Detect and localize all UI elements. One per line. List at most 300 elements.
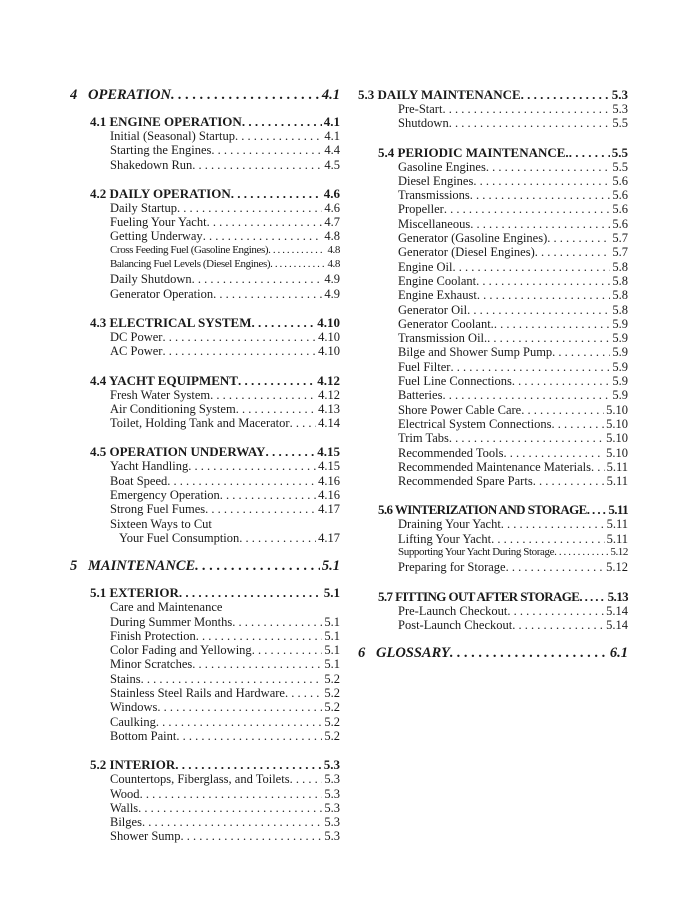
toc-entry-title: Countertops, Fiberglass, and Toilets — [110, 772, 290, 787]
toc-entry-title: Stains — [110, 671, 141, 686]
toc-entry-title: Toilet, Holding Tank and Macerator — [110, 416, 290, 431]
toc-page-number: 6.1 — [609, 645, 628, 662]
toc-page-number: 5.1 — [324, 657, 340, 672]
toc-page-number: 4.4 — [324, 143, 340, 158]
toc-entry-title: Fueling Your Yacht — [110, 215, 207, 230]
toc-entry-title: Daily Startup — [110, 200, 178, 215]
toc-page-number: 4.1 — [324, 129, 340, 143]
toc-entry[interactable] — [70, 215, 340, 229]
toc-page-number: 4.1 — [323, 114, 340, 129]
dot-leader — [477, 288, 611, 302]
toc-entry-title: Shower Sump — [110, 829, 181, 844]
toc-page-number: 5.9 — [612, 345, 628, 360]
toc-entry[interactable] — [358, 188, 628, 202]
toc-entry-title: Cross Feeding Fuel (Gasoline Engines) — [110, 243, 269, 256]
toc-page-number: 4.16 — [318, 488, 340, 503]
dot-leader — [251, 315, 315, 330]
toc-page-number: 4.5 — [324, 157, 340, 172]
toc-entry-title: 5.4 PERIODIC MAINTENANCE. — [378, 144, 569, 160]
dot-leader — [512, 374, 611, 388]
toc-page-number: 5.11 — [606, 459, 628, 474]
toc-entry[interactable] — [358, 174, 628, 188]
dot-leader — [494, 317, 611, 331]
dot-leader — [444, 202, 611, 216]
toc-page-number: 4.9 — [324, 286, 340, 301]
toc-entry[interactable] — [358, 618, 628, 632]
toc-entry-title: Shakedown Run — [110, 157, 193, 172]
toc-entry[interactable] — [358, 417, 628, 431]
toc-page-number: 5.8 — [612, 302, 628, 317]
dot-leader — [179, 585, 322, 600]
toc-entry-title: Starting the Engines — [110, 143, 212, 158]
toc-entry[interactable] — [358, 374, 628, 388]
toc-page-number: 4.9 — [324, 272, 340, 287]
dot-leader — [476, 274, 610, 288]
dot-leader — [507, 604, 604, 618]
toc-entry-title: Recommended Tools — [398, 445, 504, 460]
toc-entry-title: Yacht Handling — [110, 459, 189, 474]
dot-leader — [512, 618, 604, 632]
dot-leader — [449, 116, 611, 130]
dot-leader — [156, 715, 323, 729]
toc-entry[interactable] — [70, 287, 340, 301]
toc-entry-title: During Summer Months — [110, 614, 233, 629]
dot-leader — [547, 231, 610, 245]
toc-entry[interactable] — [70, 388, 340, 402]
dot-leader — [239, 531, 316, 545]
toc-entry[interactable] — [358, 102, 628, 116]
toc-entry-title: Propeller — [398, 202, 444, 217]
toc-left-column — [70, 87, 340, 844]
toc-page-number: 4.8 — [327, 243, 340, 256]
toc-entry[interactable] — [358, 288, 628, 302]
dot-leader — [211, 143, 322, 157]
toc-page-number: 4.8 — [327, 258, 340, 271]
toc-page-number: 5.6 — [612, 202, 628, 217]
dot-leader — [569, 145, 610, 160]
toc-entry-title: Wood — [110, 786, 140, 801]
dot-leader — [167, 474, 316, 488]
toc-entry-title: Lifting Your Yacht — [398, 531, 492, 546]
toc-section-4-2[interactable] — [70, 186, 340, 201]
toc-page-number: 4.12 — [317, 372, 340, 388]
toc-entry-title: 5.7 FITTING OUT AFTER STORAGE — [378, 588, 580, 604]
toc-entry[interactable] — [70, 672, 340, 686]
toc-page-number: 5.14 — [606, 617, 628, 632]
toc-page-number: 5.9 — [612, 374, 628, 389]
toc-entry[interactable] — [358, 446, 628, 460]
toc-entry-title: Bottom Paint — [110, 728, 177, 743]
toc-page-number: 5.1 — [321, 558, 340, 575]
toc-entry[interactable] — [358, 231, 628, 245]
dot-leader — [551, 417, 604, 431]
dot-leader — [450, 360, 610, 374]
toc-page-number: 4.10 — [317, 314, 340, 330]
toc-entry-title: Air Conditioning System — [110, 401, 236, 416]
toc-entry[interactable] — [70, 402, 340, 416]
toc-entry-title: Bilges — [110, 815, 142, 830]
toc-entry-title: Shutdown — [398, 116, 449, 131]
toc-entry[interactable] — [358, 360, 628, 374]
dot-leader — [503, 446, 604, 460]
toc-entry[interactable] — [358, 303, 628, 317]
toc-section-4-4[interactable] — [70, 373, 340, 388]
toc-page-number: 5.10 — [606, 402, 628, 417]
dot-leader — [242, 114, 322, 129]
toc-page-number: 4.1 — [321, 87, 340, 103]
toc-page-number: 5.3 — [324, 786, 340, 801]
toc-entry-title: Caulking — [110, 714, 156, 729]
toc-page-number: 5.1 — [324, 628, 340, 643]
toc-entry-title: Fresh Water System — [110, 387, 211, 402]
toc-entry-title: 4.3 ELECTRICAL SYSTEM — [90, 314, 252, 330]
toc-entry[interactable] — [358, 116, 628, 130]
toc-page-number: 4.10 — [318, 344, 340, 359]
toc-entry[interactable] — [70, 502, 340, 516]
dot-leader — [533, 474, 605, 488]
toc-chapter-5[interactable] — [70, 558, 340, 576]
toc-page-number: 4.8 — [324, 229, 340, 244]
toc-page-number: 4.15 — [318, 459, 340, 474]
toc-entry[interactable] — [358, 388, 628, 402]
toc-entry[interactable] — [358, 560, 628, 574]
dot-leader — [213, 287, 322, 301]
toc-entry[interactable] — [70, 700, 340, 714]
toc-entry-title: 5.1 EXTERIOR — [90, 585, 179, 601]
toc-section-4-3[interactable] — [70, 315, 340, 330]
toc-entry-title: Windows — [110, 700, 158, 715]
toc-entry[interactable] — [70, 158, 340, 172]
toc-entry-title: Strong Fuel Fumes — [110, 502, 206, 517]
toc-entry[interactable] — [358, 403, 628, 417]
dot-leader — [210, 388, 316, 402]
toc-page-number: 5.11 — [606, 531, 628, 546]
toc-entry-title: Recommended Spare Parts — [398, 474, 533, 489]
toc-entry-title: 5.2 INTERIOR — [90, 757, 176, 773]
toc-page-number: 4.15 — [317, 444, 340, 460]
toc-entry[interactable] — [70, 344, 340, 358]
toc-entry[interactable] — [70, 330, 340, 344]
toc-page-number: 5.6 — [612, 173, 628, 188]
dot-leader — [231, 186, 322, 201]
toc-page-number: 4.17 — [318, 502, 340, 517]
toc-page-number: 5.2 — [324, 714, 340, 729]
toc-entry[interactable] — [70, 459, 340, 473]
toc-entry-title: Engine Coolant — [398, 273, 477, 288]
toc-entry-title: Fuel Line Connections — [398, 374, 512, 389]
dot-leader — [176, 729, 322, 743]
dot-leader — [501, 517, 605, 531]
toc-entry-title: Supporting Your Yacht During Storage — [398, 546, 555, 559]
toc-entry[interactable] — [70, 531, 340, 545]
toc-entry-title: Walls — [110, 800, 139, 815]
toc-entry-title: Stainless Steel Rails and Hardware — [110, 686, 285, 701]
toc-entry-title: Generator (Diesel Engines) — [398, 245, 535, 260]
toc-page-number: 5.3 — [324, 829, 340, 844]
toc-entry[interactable] — [70, 488, 340, 502]
toc-entry[interactable] — [358, 274, 628, 288]
toc-entry-title: Boat Speed — [110, 473, 168, 488]
toc-entry[interactable] — [358, 345, 628, 359]
dot-leader — [192, 657, 322, 671]
toc-entry-title: 4.2 DAILY OPERATION — [90, 185, 231, 201]
toc-section-5-2[interactable] — [70, 757, 340, 772]
toc-page-number: 5.6 — [612, 188, 628, 203]
dot-leader — [535, 245, 611, 259]
toc-entry[interactable] — [358, 532, 628, 546]
toc-entry-title: Trim Tabs — [398, 431, 449, 446]
toc-section-5-6[interactable] — [358, 502, 628, 517]
toc-entry[interactable] — [358, 317, 628, 331]
toc-entry[interactable] — [358, 331, 628, 345]
toc-page-number: 5.11 — [606, 474, 628, 489]
toc-entry[interactable] — [358, 604, 628, 618]
dot-leader — [473, 174, 610, 188]
dot-leader — [138, 801, 322, 815]
toc-page-number: 5.9 — [612, 331, 628, 346]
toc-entry[interactable] — [358, 517, 628, 531]
toc-entry-title: Miscellaneous — [398, 216, 471, 231]
toc-entry[interactable] — [358, 245, 628, 259]
toc-page-number: 5.10 — [606, 445, 628, 460]
toc-entry[interactable] — [358, 160, 628, 174]
toc-entry[interactable] — [358, 202, 628, 216]
toc-page-number: 5.3 — [612, 102, 628, 116]
dot-leader — [491, 532, 605, 546]
toc-page-number: 5.9 — [612, 359, 628, 374]
toc-entry-title: Generator Coolant. — [398, 316, 494, 331]
toc-entry-title: 5 MAINTENANCE — [70, 558, 196, 575]
toc-page-number: 5.2 — [324, 686, 340, 701]
toc-page-number: 5.6 — [612, 216, 628, 231]
dot-leader — [587, 502, 607, 517]
toc-entry-title: Sixteen Ways to Cut — [110, 516, 212, 531]
toc-entry[interactable] — [70, 201, 340, 215]
toc-entry[interactable] — [70, 244, 340, 258]
dot-leader — [205, 502, 316, 516]
dot-leader — [140, 787, 323, 801]
toc-page-number: 5.8 — [612, 259, 628, 274]
toc-page-number: 5.8 — [612, 288, 628, 303]
toc-entry[interactable] — [70, 615, 340, 629]
toc-right-column — [358, 87, 628, 672]
toc-entry-title: Generator Operation — [110, 286, 214, 301]
dot-leader — [175, 757, 322, 772]
toc-entry[interactable] — [70, 772, 340, 786]
toc-page-number: 4.17 — [318, 530, 340, 545]
toc-page-number: 5.10 — [606, 431, 628, 446]
toc-entry-title: 4.5 OPERATION UNDERWAY — [90, 444, 266, 460]
dot-leader — [579, 589, 605, 604]
toc-page-number: 5.9 — [612, 388, 628, 403]
dot-leader — [236, 402, 316, 416]
dot-leader — [181, 829, 323, 843]
toc-page-number: 5.3 — [324, 772, 340, 787]
toc-page-number: 4.7 — [324, 215, 340, 230]
toc-page-number: 5.11 — [608, 502, 628, 518]
toc-entry-title: Transmission Oil. — [398, 331, 488, 346]
toc-page-number: 5.1 — [324, 643, 340, 658]
toc-entry[interactable] — [70, 474, 340, 488]
dot-leader — [203, 229, 323, 243]
dot-leader — [487, 331, 610, 345]
toc-page-number: 4.14 — [318, 416, 340, 431]
toc-page-number: 5.5 — [612, 116, 628, 131]
toc-entry[interactable] — [358, 474, 628, 488]
toc-entry[interactable] — [70, 643, 340, 657]
toc-entry-title: Pre-Launch Checkout — [398, 603, 508, 618]
toc-page-number: 5.5 — [611, 144, 628, 160]
toc-entry-title: Gasoline Engines — [398, 159, 486, 174]
toc-entry-title: Generator (Gasoline Engines) — [398, 231, 548, 246]
dot-leader — [196, 629, 323, 643]
toc-page-number: 5.8 — [612, 273, 628, 288]
toc-page-number: 5.2 — [324, 671, 340, 686]
dot-leader — [157, 700, 322, 714]
dot-leader — [442, 388, 610, 402]
toc-entry[interactable] — [70, 629, 340, 643]
toc-entry[interactable] — [358, 546, 628, 560]
toc-entry-title: Fuel Filter — [398, 359, 451, 374]
toc-page-number: 5.1 — [324, 614, 340, 629]
toc-page-number: 5.7 — [612, 245, 628, 260]
toc-entry-label — [70, 517, 340, 531]
toc-entry-title: Pre-Start — [398, 102, 443, 116]
dot-leader — [192, 158, 322, 172]
toc-entry-title: 6 GLOSSARY — [358, 645, 450, 662]
toc-entry[interactable] — [70, 729, 340, 743]
toc-entry[interactable] — [70, 657, 340, 671]
toc-entry[interactable] — [70, 801, 340, 815]
dot-leader — [162, 330, 316, 344]
toc-entry[interactable] — [70, 715, 340, 729]
toc-entry-title: AC Power — [110, 344, 163, 359]
toc-page-number: 5.10 — [606, 416, 628, 431]
toc-page-number: 4.13 — [318, 401, 340, 416]
dot-leader — [470, 217, 610, 231]
toc-page-number: 5.3 — [324, 800, 340, 815]
dot-leader — [552, 345, 610, 359]
dot-leader — [554, 546, 608, 558]
toc-entry[interactable] — [358, 460, 628, 474]
dot-leader — [449, 431, 604, 445]
toc-entry-title: Getting Underway — [110, 229, 203, 244]
toc-chapter-6[interactable] — [358, 645, 628, 663]
dot-leader — [252, 643, 323, 657]
toc-entry[interactable] — [70, 143, 340, 157]
toc-page-number: 4.16 — [318, 473, 340, 488]
toc-entry-title: Balancing Fuel Levels (Diesel Engines) — [110, 258, 271, 271]
dot-leader — [270, 258, 325, 270]
toc-entry-title: DC Power — [110, 329, 163, 344]
toc-section-5-4[interactable] — [358, 145, 628, 160]
toc-entry[interactable] — [70, 258, 340, 272]
toc-page-number: 5.5 — [612, 159, 628, 174]
dot-leader — [162, 344, 316, 358]
dot-leader — [506, 560, 605, 574]
toc-entry[interactable] — [358, 431, 628, 445]
toc-chapter-4[interactable] — [70, 87, 340, 105]
toc-page-number: 5.14 — [606, 603, 628, 618]
toc-page-number: 5.7 — [612, 231, 628, 246]
dot-leader — [290, 416, 317, 430]
toc-entry-title: Bilge and Shower Sump Pump — [398, 345, 553, 360]
toc-entry-title: 4 OPERATION — [70, 87, 171, 103]
dot-leader — [285, 686, 322, 700]
toc-page-number: 5.2 — [324, 700, 340, 715]
toc-entry[interactable] — [358, 217, 628, 231]
toc-entry[interactable] — [70, 416, 340, 430]
dot-leader — [268, 244, 325, 256]
toc-entry-title: Color Fading and Yellowing — [110, 643, 252, 658]
toc-page-number: 4.10 — [318, 329, 340, 344]
toc-page-number: 4.12 — [318, 387, 340, 402]
toc-page-number: 5.3 — [611, 87, 628, 102]
toc-entry[interactable] — [70, 829, 340, 843]
dot-leader — [238, 373, 315, 388]
toc-entry-title: 4.1 ENGINE OPERATION — [90, 114, 242, 129]
dot-leader — [177, 201, 322, 215]
toc-section-5-1[interactable] — [70, 585, 340, 600]
toc-entry[interactable] — [70, 229, 340, 243]
dot-leader — [453, 260, 611, 274]
toc-page-number: 5.12 — [606, 560, 628, 575]
toc-page-number: 5.1 — [323, 585, 340, 601]
toc-entry-title: Transmissions — [398, 188, 470, 203]
dot-leader — [235, 129, 322, 143]
toc-entry-title: 5.3 DAILY MAINTENANCE — [358, 87, 521, 102]
toc-page-number: 5.3 — [324, 815, 340, 830]
dot-leader — [192, 272, 323, 286]
toc-entry-title: Initial (Seasonal) Startup — [110, 129, 235, 143]
dot-leader — [470, 188, 611, 202]
toc-page-number: 5.11 — [606, 517, 628, 532]
toc-section-4-5[interactable] — [70, 444, 340, 459]
dot-leader — [142, 815, 322, 829]
dot-leader — [232, 615, 322, 629]
toc-page-number: 4.6 — [324, 200, 340, 215]
toc-entry-title: Your Fuel Consumption — [119, 530, 240, 545]
toc-section-4-1[interactable] — [70, 114, 340, 129]
dot-leader — [591, 460, 605, 474]
toc-entry-title: 4.4 YACHT EQUIPMENT — [90, 372, 238, 388]
toc-entry-title: Generator Oil — [398, 302, 468, 317]
toc-entry[interactable] — [358, 260, 628, 274]
toc-entry-title: Preparing for Storage — [398, 560, 506, 575]
toc-entry-title: Batteries — [398, 388, 443, 403]
toc-entry-title: Draining Your Yacht — [398, 517, 501, 532]
toc-entry-title: Finish Protection — [110, 628, 196, 643]
toc-section-5-7[interactable] — [358, 589, 628, 604]
toc-entry[interactable] — [70, 686, 340, 700]
dot-leader — [188, 459, 316, 473]
dot-leader — [265, 444, 315, 459]
toc-entry-label — [70, 600, 340, 614]
toc-entry[interactable] — [70, 272, 340, 286]
toc-entry-title: Engine Oil — [398, 259, 453, 274]
toc-entry-title: Care and Maintenance — [110, 600, 223, 615]
dot-leader — [521, 87, 610, 102]
toc-section-5-3[interactable] — [358, 87, 628, 102]
toc-entry[interactable] — [70, 787, 340, 801]
toc-entry-title: Shore Power Cable Care — [398, 402, 522, 417]
toc-entry-title: Diesel Engines — [398, 173, 474, 188]
toc-entry-title: Emergency Operation — [110, 488, 220, 503]
dot-leader — [220, 488, 316, 502]
toc-entry[interactable] — [70, 815, 340, 829]
toc-entry[interactable] — [70, 129, 340, 143]
toc-entry-title: Electrical System Connections — [398, 416, 552, 431]
